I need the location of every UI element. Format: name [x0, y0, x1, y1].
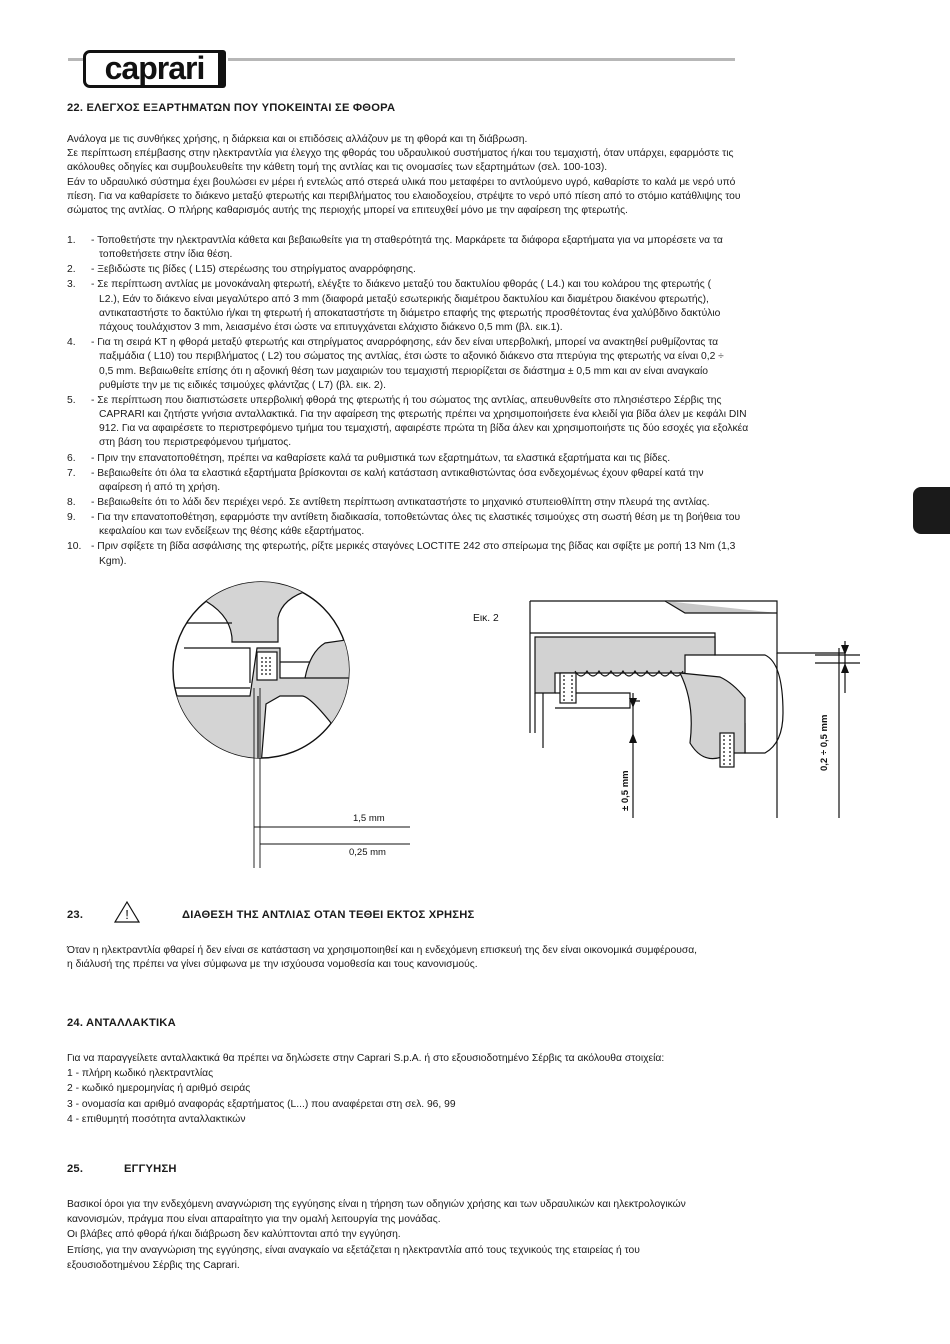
logo-accent	[218, 50, 226, 88]
step-number: 3.	[67, 279, 76, 291]
section-22-title: 22. ΕΛΕΓΧΟΣ ΕΞΑΡΤΗΜΑΤΩΝ ΠΟΥ ΥΠΟΚΕΙΝΤΑΙ ΣΕ ΦΘΟΡΑ	[67, 102, 396, 114]
step-number: 1.	[67, 235, 76, 246]
svg-text:!: !	[125, 907, 129, 922]
section-23-title: ΔΙΑΘΕΣΗ ΤΗΣ ΑΝΤΛΙΑΣ ΟΤΑΝ ΤΕΘΕΙ ΕΚΤΟΣ ΧΡΗΣΗΣ	[182, 909, 475, 921]
step-text: - Για τη σειρά KT η φθορά μεταξύ φτερωτής και στηρίγματος αναρρόφησης, εάν δεν είναι υπερβολική, μπορεί να ανακτηθεί ρυθμίζοντας τα παξιμάδια ( L10) του περιβλήματος ( L2) του σώματος της αντλίας, έτσι ώστε το αξονικό διάκενο στα πτερύγια της φτερωτής να είναι 0,2 ÷ 0,5 mm. Βεβαιωθείτε επίσης ότι η αξονική θέση των μαχαιριών του τεμαχιστή περιορίζεται σε διάστημα ± 0,5 mm και αν είναι αναγκαίο ρυθμίστε την με τις ειδικές τσιμούχες φλάντζας ( L7) (βλ. εικ. 2).	[91, 337, 724, 391]
header-rule-left	[68, 58, 84, 61]
step-text: - Πριν την επανατοποθέτηση, πρέπει να καθαρίσετε καλά τα ρυθμιστικά των εξαρτημάτων, τα ελαστικά εξαρτήματα και τις βίδες.	[91, 452, 671, 464]
step-text: - Βεβαιωθείτε ότι όλα τα ελαστικά εξαρτήματα βρίσκονται σε καλή κατάσταση αντικαθιστώντας όσα ενδεχομένως έχουν φθαρεί κατά την αφαίρεση ή από τη χρήση.	[91, 467, 704, 493]
fig2-dim-axial: ± 0,5 mm	[620, 770, 631, 811]
section-25-title: ΕΓΓΥΗΣΗ	[124, 1163, 177, 1175]
section-23-body: Όταν η ηλεκτραντλία φθαρεί ή δεν είναι σε κατάσταση να χρησιμοποιηθεί και η ενδεχόμενη επισκευή της δεν είναι οικονομικά συμφέρουσα, η διάλυσή της πρέπει να γίνει σύμφωνα με την ισχύουσα νομοθεσία και τους κανονισμούς.	[67, 945, 698, 971]
fig2-dim-gap: 0,2 ÷ 0,5 mm	[819, 714, 830, 771]
section-24-title: 24. ΑΝΤΑΛΛΑΚΤΙΚΑ	[67, 1017, 176, 1029]
step-number: 5.	[67, 394, 76, 406]
section-22-intro: Ανάλογα με τις συνθήκες χρήσης, η διάρκεια και οι επιδόσεις αλλάζουν με τη φθορά και τη διάβρωση. Σε περίπτωση επέμβασης στην ηλεκτραντλία για έλεγχο της φθοράς του υδραυλικού συστήματος ή/και του τεμαχιστή, όταν υπάρχει, εφαρμόστε τις ακόλουθες οδηγίες και συμβουλευθείτε την κάθετη τομή της αντλίας και τις ονομασίες των εξαρτημάτων (σελ. 100-103). Εάν το υδραυλικό σύστημα έχει βουλώσει εν μέρει ή εντελώς από στερεά υλικά που μεταφέρει το αντλούμενο υγρό, καθαρίστε το καλά με νερό υπό πίεση. Για να καθαρίσετε το διάκενο μεταξύ φτερωτής και περιβλήματος του ελαιοδοχείου, στρέψτε το νερό υπό πίεση από το στόμιο κατάθλιψης του σώματος της αντλίας. Ο πλήρης καθαρισμός αυτής της περιοχής μπορεί να επιτευχθεί μόνο με την αφαίρεση της φτερωτής.	[67, 134, 741, 217]
warning-icon	[113, 900, 141, 924]
fig1-dim-a: 1,5 mm	[353, 813, 385, 824]
figure-2	[465, 593, 865, 828]
step-text: - Σε περίπτωση που διαπιστώσετε υπερβολική φθορά της φτερωτής ή του σώματος της αντλίας, απευθυνθείτε στο πλησιέστερο Σέρβις της CAPRARI και ζητήστε γνήσια ανταλλακτικά. Για την αφαίρεση της φτερωτής πρέπει να χρησιμοποιήσετε ένα κλειδί για βίδα άλεν με κεφάλι DIN 912. Για να αφαιρέσετε το περιστρεφόμενο τμήμα του τεμαχιστή, αφαιρέστε πρώτα τη βίδα άλεν και χρησιμοποιήστε τις δύο εσοχές για εξολκέα στη βάση του περιστρεφόμενου τμήματος.	[91, 394, 749, 449]
step-text: - Ξεβιδώστε τις βίδες ( L15) στερέωσης του στηρίγματος αναρρόφησης.	[91, 264, 416, 276]
step-text: - Βεβαιωθείτε ότι το λάδι δεν περιέχει νερό. Σε αντίθετη περίπτωση αντικαταστήστε το μηχανικό στυπειοθλίπτη στην πλευρά της αντλίας.	[91, 496, 710, 508]
caprari-logo: caprari	[83, 50, 226, 88]
section-side-tab	[913, 487, 950, 534]
step-number: 2.	[67, 264, 76, 276]
section-24-body: Για να παραγγείλετε ανταλλακτικά θα πρέπει να δηλώσετε στην Caprari S.p.A. ή στο εξουσιοδοτημένο Σέρβις τα ακόλουθα στοιχεία: 1 - πλήρη κωδικό ηλεκτραντλίας 2 - κωδικό ημερομηνίας ή αριθμό σειράς 3 - ονομασία και αριθμό αναφοράς εξαρτήματος (L...) που αναφέρεται στη σελ. 96, 99 4 - επιθυμητή ποσότητα ανταλλακτικών	[67, 1053, 665, 1125]
section-25-number: 25.	[67, 1163, 84, 1175]
step-text: - Τοποθετήστε την ηλεκτραντλία κάθετα και βεβαιωθείτε για τη σταθερότητά της. Μαρκάρετε τα διάφορα εξαρτήματα για να μπορέσετε να τα τοποθετήσετε στην ίδια θέση.	[91, 235, 723, 261]
figure-1	[170, 578, 430, 868]
step-number: 4.	[67, 337, 76, 349]
step-number: 6.	[67, 452, 76, 464]
header-rule-right	[228, 58, 735, 61]
section-23-number: 23.	[67, 909, 84, 921]
step-text: - Για την επανατοποθέτηση, εφαρμόστε την αντίθετη διαδικασία, τοποθετώντας όλες τις ελαστικές τσιμούχες στη σωστή θέση με τη βοήθεια του κεφαλαίου και των ενδείξεων της θέσης κάθε εξαρτήματος.	[91, 512, 741, 538]
step-number: 9.	[67, 512, 76, 523]
step-number: 7.	[67, 467, 76, 479]
fig2-caption: Εικ. 2	[473, 613, 499, 624]
step-text: - Σε περίπτωση αντλίας με μονοκάναλη φτερωτή, ελέγξτε το διάκενο μεταξύ του δακτυλίου φθοράς ( L4.) και του κολάρου της φτερωτής ( L2.), Εάν το διάκενο είναι μεγαλύτερο από 3 mm (διαφορά μεταξύ εσωτερικής διαμέτρου δακτυλίου και διαμέτρου διακένου φτερωτής), αντικαταστήστε το δακτύλιο ή/και τη φτερωτή ή αποκαταστήστε τη διάμετρο επαφής της φτερωτής προσθέτοντας ένα χαλύβδινο δακτύλιο πάχους τουλάχιστον 3 mm, λειασμένο έτσι ώστε να επιτυγχάνεται ελάχιστο διάκενο 0,5 mm (βλ. εικ.1).	[91, 279, 721, 333]
section-25-body: Βασικοί όροι για την ενδεχόμενη αναγνώριση της εγγύησης είναι η τήρηση των οδηγιών χρήσης και των υδραυλικών και ηλεκτρολογικών κανονισμών, πράγμα που είναι απαραίτητο για την ομαλή λειτουργία της μονάδας. Οι βλάβες από φθορά ή/και διάβρωση δεν καλύπτονται από την εγγύηση. Επίσης, για την αναγνώριση της εγγύησης, είναι αναγκαίο να εξετάζεται η ηλεκτραντλία από τους τεχνικούς της εταιρείας ή του εξουσιοδοτημένου Σέρβις της Caprari.	[67, 1199, 686, 1271]
fig1-dim-b: 0,25 mm	[349, 847, 386, 858]
step-number: 10.	[67, 541, 82, 553]
step-number: 8.	[67, 496, 76, 508]
step-text: - Πριν σφίξετε τη βίδα ασφάλισης της φτερωτής, ρίξτε μερικές σταγόνες LOCTITE 242 στο σπείρωμα της βίδας και σφίξτε με ροπή 13 Nm (1,3 Kgm).	[91, 541, 736, 567]
